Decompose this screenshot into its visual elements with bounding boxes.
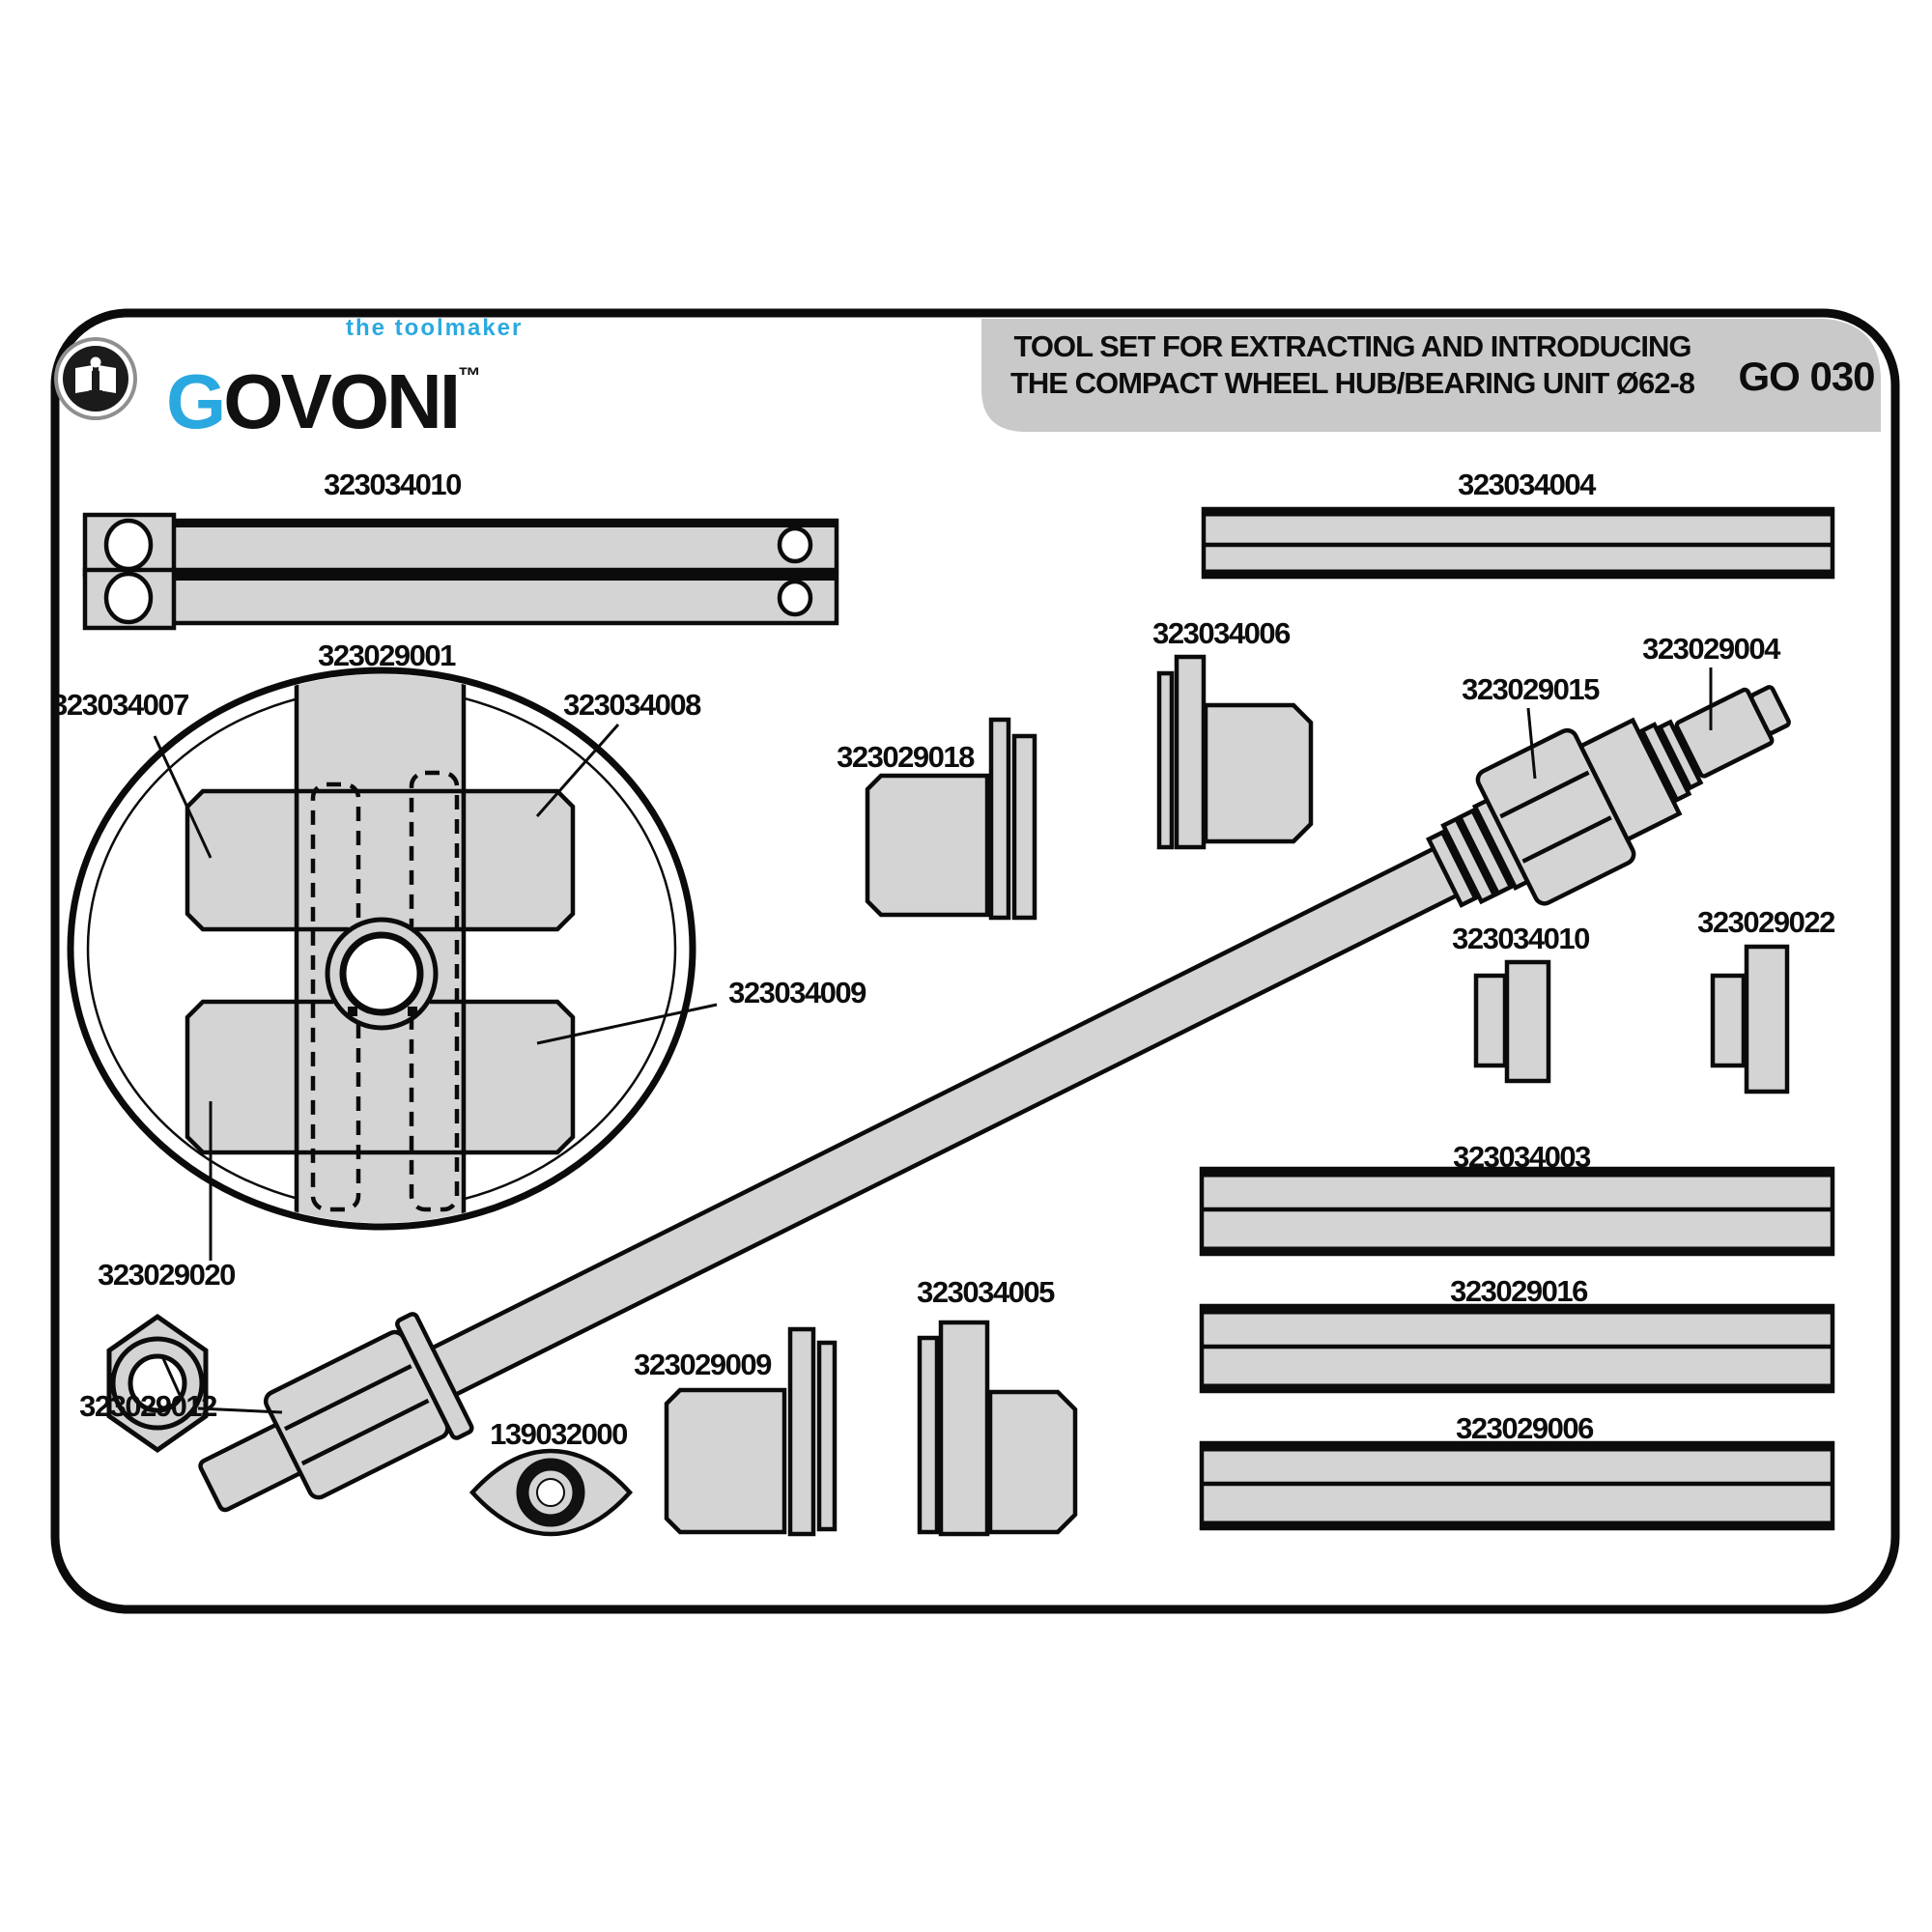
govoni-wordmark-rest: OVONI (223, 358, 459, 444)
govoni-wordmark-g: G (166, 358, 224, 444)
part-bar-323034004 (1204, 509, 1833, 577)
part-label-323029012: 323029012 (79, 1389, 216, 1424)
part-label-323034005: 323034005 (917, 1275, 1054, 1310)
part-label-323029022: 323029022 (1697, 905, 1834, 940)
part-label-139032000: 139032000 (490, 1417, 627, 1452)
part-label-323034004: 323034004 (1458, 468, 1595, 502)
part-label-323034008: 323034008 (563, 688, 700, 723)
part-bar-323029016 (1202, 1306, 1833, 1391)
sheet-code: GO 030 (1738, 354, 1875, 399)
sheet-title (1005, 328, 1700, 402)
part-small-bushing-323034010 (1476, 962, 1548, 1081)
trademark-symbol: ™ (458, 363, 482, 389)
logo-tagline: the toolmaker (346, 315, 524, 341)
part-label-323034003: 323034003 (1453, 1140, 1590, 1175)
part-label-323029001: 323029001 (318, 639, 455, 673)
part-label-323029018: 323029018 (837, 740, 974, 775)
part-bar-323034003 (1202, 1169, 1833, 1254)
part-label-323029004: 323029004 (1642, 632, 1779, 667)
part-label-323034007: 323034007 (51, 688, 188, 723)
part-bar-323029006 (1202, 1443, 1833, 1528)
part-label-323034009: 323034009 (728, 976, 866, 1010)
govoni-wordmark (166, 338, 482, 444)
part-bar-pair-323034010 (85, 515, 837, 628)
govoni-book-icon (56, 339, 135, 418)
part-label-323034010-small: 323034010 (1452, 922, 1589, 956)
part-label-323029009: 323029009 (634, 1348, 771, 1382)
part-label-323029006: 323029006 (1456, 1411, 1593, 1446)
part-label-323034010-bars: 323034010 (324, 468, 461, 502)
part-label-323034006: 323034006 (1152, 616, 1290, 651)
sheet-title-line1: TOOL SET FOR EXTRACTING AND INTRODUCING (1013, 329, 1691, 363)
sheet-title-line2: THE COMPACT WHEEL HUB/BEARING UNIT Ø62-8 (1009, 366, 1695, 400)
part-circular-plate-323029001 (71, 667, 693, 1232)
part-label-323029016: 323029016 (1450, 1274, 1587, 1309)
part-label-323029020: 323029020 (98, 1258, 235, 1293)
part-label-323029015: 323029015 (1462, 672, 1599, 707)
